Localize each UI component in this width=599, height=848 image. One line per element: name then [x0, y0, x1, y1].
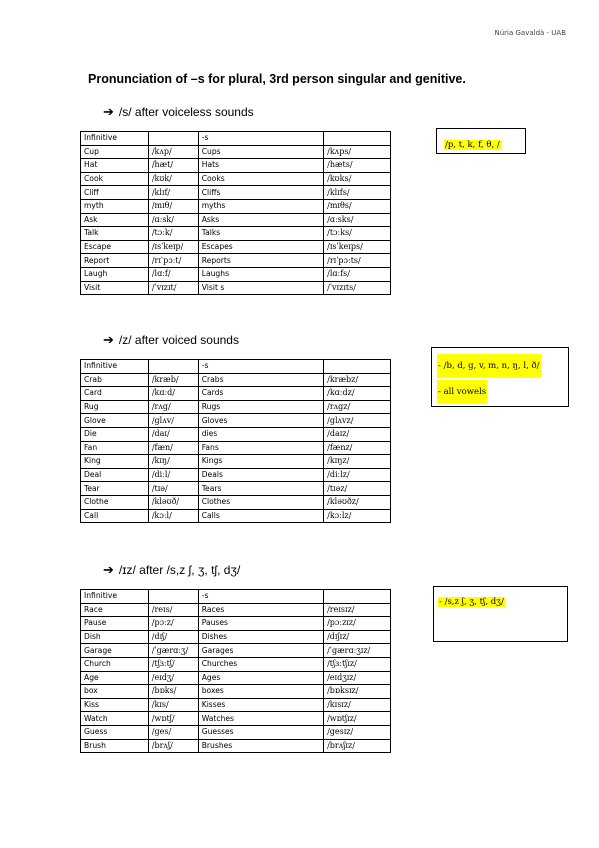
table-row [81, 427, 391, 441]
infinitive-ipa-cell: /reɪs/ [148, 603, 198, 617]
header-cell [324, 360, 391, 374]
s-form-cell: Tears [198, 482, 323, 496]
infinitive-ipa-cell: /kɪŋ/ [148, 455, 198, 469]
s-form-cell: Races [198, 603, 323, 617]
words-table-sibilant [80, 589, 391, 753]
infinitive-ipa-cell: /ˈgærɑːʒ/ [148, 644, 198, 658]
table-header-row [81, 590, 391, 604]
table-row [81, 482, 391, 496]
section-heading-sibilant: ➔ /ɪz/ after /s,z ʃ, ʒ, tʃ, dʒ/ [103, 562, 241, 577]
s-form-ipa-cell: /kɪŋz/ [324, 455, 391, 469]
s-form-cell: Laughs [198, 267, 323, 281]
s-form-cell: Reports [198, 254, 323, 268]
infinitive-ipa-cell: /kɑːd/ [148, 387, 198, 401]
author-credit: Núria Gavaldà - UAB [494, 29, 566, 37]
s-form-cell: Asks [198, 213, 323, 227]
infinitive-cell: Guess [81, 725, 149, 739]
infinitive-cell: myth [81, 199, 149, 213]
infinitive-cell: box [81, 685, 149, 699]
table-row [81, 373, 391, 387]
header-cell: Infinitive [81, 132, 149, 146]
s-form-cell: Gloves [198, 414, 323, 428]
s-form-cell: Rugs [198, 400, 323, 414]
s-form-cell: Cliffs [198, 186, 323, 200]
s-form-cell: Guesses [198, 725, 323, 739]
infinitive-cell: King [81, 455, 149, 469]
s-form-cell: Crabs [198, 373, 323, 387]
s-form-ipa-cell: /reɪsɪz/ [324, 603, 391, 617]
s-form-ipa-cell: /mɪθs/ [324, 199, 391, 213]
s-form-ipa-cell: /kʊks/ [324, 172, 391, 186]
s-form-ipa-cell: /diːlz/ [324, 468, 391, 482]
infinitive-ipa-cell: /tʃɜːtʃ/ [148, 657, 198, 671]
infinitive-ipa-cell: /bɒks/ [148, 685, 198, 699]
header-cell [148, 360, 198, 374]
s-form-cell: Hats [198, 159, 323, 173]
s-form-ipa-cell: /daɪz/ [324, 427, 391, 441]
s-form-ipa-cell: /glʌvz/ [324, 414, 391, 428]
header-cell: Infinitive [81, 590, 149, 604]
s-form-cell: Talks [198, 227, 323, 241]
s-form-ipa-cell: /ɑːsks/ [324, 213, 391, 227]
s-form-ipa-cell: /kɔːlz/ [324, 509, 391, 523]
infinitive-ipa-cell: /glʌv/ [148, 414, 198, 428]
s-form-ipa-cell: /tʃɜːtʃɪz/ [324, 657, 391, 671]
infinitive-cell: Tear [81, 482, 149, 496]
note-box-voiced [431, 347, 569, 407]
arrow-right-icon: ➔ [103, 332, 114, 347]
infinitive-ipa-cell: /eɪdʒ/ [148, 671, 198, 685]
infinitive-cell: Garage [81, 644, 149, 658]
infinitive-cell: Visit [81, 281, 149, 295]
infinitive-cell: Cook [81, 172, 149, 186]
infinitive-ipa-cell: /mɪθ/ [148, 199, 198, 213]
infinitive-cell: Kiss [81, 698, 149, 712]
s-form-cell: Dishes [198, 630, 323, 644]
infinitive-cell: Rug [81, 400, 149, 414]
infinitive-cell: Dish [81, 630, 149, 644]
infinitive-cell: Ask [81, 213, 149, 227]
infinitive-ipa-cell: /dɪʃ/ [148, 630, 198, 644]
table-row [81, 172, 391, 186]
s-form-ipa-cell: /hæts/ [324, 159, 391, 173]
table-row [81, 159, 391, 173]
infinitive-cell: Church [81, 657, 149, 671]
table-row [81, 455, 391, 469]
s-form-cell: Brushes [198, 739, 323, 753]
table-row [81, 145, 391, 159]
s-form-ipa-cell: /lɑːfs/ [324, 267, 391, 281]
table-row [81, 400, 391, 414]
infinitive-ipa-cell: /fæn/ [148, 441, 198, 455]
note-box-voiceless [436, 128, 526, 154]
infinitive-cell: Report [81, 254, 149, 268]
s-form-cell: Garages [198, 644, 323, 658]
highlighted-note: /p, t, k, f, θ, / [445, 140, 500, 150]
table-row [81, 414, 391, 428]
words-table-voiced [80, 359, 391, 523]
table-row [81, 739, 391, 753]
infinitive-ipa-cell: /klɪf/ [148, 186, 198, 200]
table-row [81, 725, 391, 739]
s-form-ipa-cell: /wɒtʃɪz/ [324, 712, 391, 726]
s-form-cell: Watches [198, 712, 323, 726]
table-row [81, 617, 391, 631]
s-form-ipa-cell: /tɪəz/ [324, 482, 391, 496]
infinitive-cell: Race [81, 603, 149, 617]
infinitive-ipa-cell: /ɑːsk/ [148, 213, 198, 227]
infinitive-cell: Deal [81, 468, 149, 482]
infinitive-cell: Card [81, 387, 149, 401]
infinitive-ipa-cell: /rʌg/ [148, 400, 198, 414]
infinitive-ipa-cell: /pɔːz/ [148, 617, 198, 631]
arrow-right-icon: ➔ [103, 104, 114, 119]
table-row [81, 685, 391, 699]
header-cell: Infinitive [81, 360, 149, 374]
infinitive-cell: Clothe [81, 495, 149, 509]
s-form-cell: Escapes [198, 240, 323, 254]
infinitive-cell: Cliff [81, 186, 149, 200]
s-form-ipa-cell: /ˈgærɑːʒɪz/ [324, 644, 391, 658]
header-cell [324, 590, 391, 604]
s-form-ipa-cell: /kləʊðz/ [324, 495, 391, 509]
table-row [81, 468, 391, 482]
infinitive-ipa-cell: /lɑːf/ [148, 267, 198, 281]
infinitive-ipa-cell: /hæt/ [148, 159, 198, 173]
s-form-cell: boxes [198, 685, 323, 699]
table-row [81, 441, 391, 455]
table-row [81, 240, 391, 254]
infinitive-cell: Pause [81, 617, 149, 631]
s-form-cell: Calls [198, 509, 323, 523]
table-header-row [81, 360, 391, 374]
s-form-ipa-cell: /gesɪz/ [324, 725, 391, 739]
s-form-ipa-cell: /rʌgz/ [324, 400, 391, 414]
s-form-ipa-cell: /ˈvɪzɪts/ [324, 281, 391, 295]
s-form-ipa-cell: /brʌʃɪz/ [324, 739, 391, 753]
s-form-ipa-cell: /kɑːdz/ [324, 387, 391, 401]
section-heading-voiceless: ➔ /s/ after voiceless sounds [103, 104, 254, 119]
table-row [81, 281, 391, 295]
infinitive-ipa-cell: /diːl/ [148, 468, 198, 482]
s-form-ipa-cell: /kʌps/ [324, 145, 391, 159]
table-row [81, 254, 391, 268]
infinitive-cell: Cup [81, 145, 149, 159]
infinitive-ipa-cell: /ges/ [148, 725, 198, 739]
s-form-cell: Fans [198, 441, 323, 455]
table-row [81, 698, 391, 712]
table-row [81, 644, 391, 658]
table-row [81, 509, 391, 523]
header-cell [148, 590, 198, 604]
table-row [81, 199, 391, 213]
highlighted-note: - /s,z ʃ, ʒ, tʃ, dʒ/ [439, 597, 504, 607]
table-row [81, 227, 391, 241]
infinitive-cell: Call [81, 509, 149, 523]
s-form-cell: Cooks [198, 172, 323, 186]
header-cell: -s [198, 590, 323, 604]
note-box-sibilant [433, 586, 568, 642]
s-form-cell: Visit s [198, 281, 323, 295]
s-form-cell: myths [198, 199, 323, 213]
infinitive-cell: Laugh [81, 267, 149, 281]
infinitive-cell: Escape [81, 240, 149, 254]
section-heading-voiced: ➔ /z/ after voiced sounds [103, 332, 239, 347]
infinitive-cell: Hat [81, 159, 149, 173]
table-row [81, 387, 391, 401]
infinitive-ipa-cell: /kɪs/ [148, 698, 198, 712]
infinitive-ipa-cell: /brʌʃ/ [148, 739, 198, 753]
table-row [81, 267, 391, 281]
s-form-ipa-cell: /bɒksɪz/ [324, 685, 391, 699]
table-row [81, 213, 391, 227]
infinitive-ipa-cell: /kræb/ [148, 373, 198, 387]
page-title: Pronunciation of –s for plural, 3rd person singular and genitive. [88, 72, 466, 86]
s-form-ipa-cell: /tɔːks/ [324, 227, 391, 241]
s-form-ipa-cell: /ɪsˈkeɪps/ [324, 240, 391, 254]
table-row [81, 712, 391, 726]
table-header-row [81, 132, 391, 146]
highlighted-note: - all vowels [437, 380, 487, 404]
s-form-ipa-cell: /kræbz/ [324, 373, 391, 387]
infinitive-ipa-cell: /rɪˈpɔːt/ [148, 254, 198, 268]
infinitive-ipa-cell: /tɪə/ [148, 482, 198, 496]
s-form-cell: Churches [198, 657, 323, 671]
s-form-ipa-cell: /pɔːzɪz/ [324, 617, 391, 631]
highlighted-note: - /b, d, g, v, m, n, ŋ, l, ð/ [437, 354, 541, 378]
infinitive-ipa-cell: /ɪsˈkeɪp/ [148, 240, 198, 254]
infinitive-ipa-cell: /kʌp/ [148, 145, 198, 159]
table-row [81, 671, 391, 685]
header-cell: -s [198, 132, 323, 146]
s-form-ipa-cell: /eɪdʒɪz/ [324, 671, 391, 685]
infinitive-ipa-cell: /kləʊð/ [148, 495, 198, 509]
infinitive-cell: Glove [81, 414, 149, 428]
s-form-ipa-cell: /fænz/ [324, 441, 391, 455]
infinitive-cell: Age [81, 671, 149, 685]
infinitive-ipa-cell: /kɔːl/ [148, 509, 198, 523]
s-form-cell: Pauses [198, 617, 323, 631]
s-form-cell: Ages [198, 671, 323, 685]
infinitive-cell: Fan [81, 441, 149, 455]
s-form-cell: dies [198, 427, 323, 441]
s-form-cell: Clothes [198, 495, 323, 509]
infinitive-ipa-cell: /wɒtʃ/ [148, 712, 198, 726]
table-row [81, 495, 391, 509]
infinitive-ipa-cell: /tɔːk/ [148, 227, 198, 241]
s-form-ipa-cell: /rɪˈpɔːts/ [324, 254, 391, 268]
infinitive-ipa-cell: /daɪ/ [148, 427, 198, 441]
infinitive-ipa-cell: /kʊk/ [148, 172, 198, 186]
s-form-ipa-cell: /klɪfs/ [324, 186, 391, 200]
table-row [81, 186, 391, 200]
header-cell [324, 132, 391, 146]
s-form-ipa-cell: /dɪʃɪz/ [324, 630, 391, 644]
header-cell: -s [198, 360, 323, 374]
table-row [81, 603, 391, 617]
arrow-right-icon: ➔ [103, 562, 114, 577]
s-form-cell: Kisses [198, 698, 323, 712]
s-form-cell: Cups [198, 145, 323, 159]
infinitive-cell: Watch [81, 712, 149, 726]
words-table-voiceless [80, 131, 391, 295]
table-row [81, 657, 391, 671]
table-row [81, 630, 391, 644]
infinitive-cell: Crab [81, 373, 149, 387]
infinitive-cell: Talk [81, 227, 149, 241]
s-form-ipa-cell: /kɪsɪz/ [324, 698, 391, 712]
s-form-cell: Deals [198, 468, 323, 482]
header-cell [148, 132, 198, 146]
infinitive-ipa-cell: /ˈvɪzɪt/ [148, 281, 198, 295]
s-form-cell: Cards [198, 387, 323, 401]
s-form-cell: Kings [198, 455, 323, 469]
infinitive-cell: Brush [81, 739, 149, 753]
infinitive-cell: Die [81, 427, 149, 441]
